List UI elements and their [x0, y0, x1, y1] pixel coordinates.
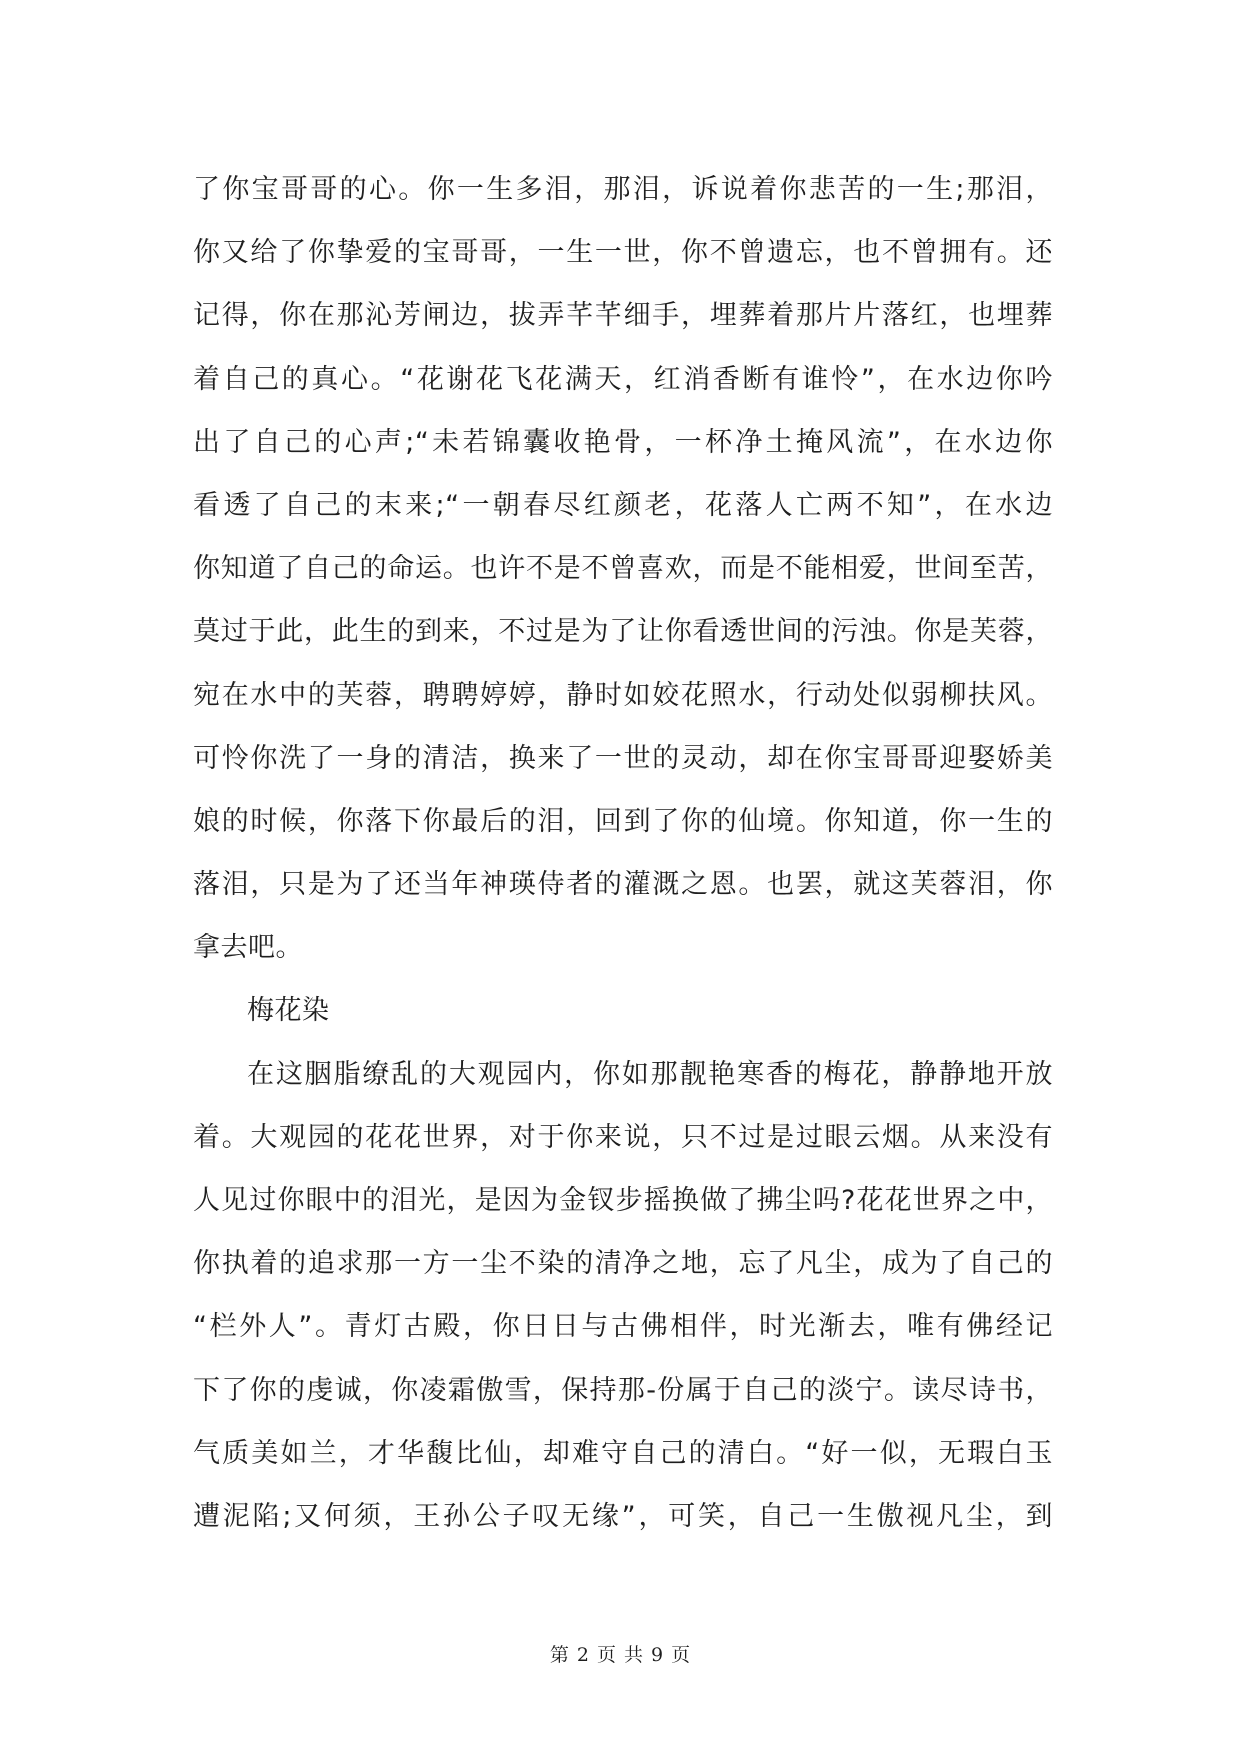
text-line: 莫过于此，此生的到来，不过是为了让你看透世间的污浊。你是芙蓉，: [193, 616, 1053, 648]
text-line: “栏外人”。青灯古殿，你日日与古佛相伴，时光渐去，唯有佛经记: [193, 1311, 1053, 1343]
text-line: 着。大观园的花花世界，对于你来说，只不过是过眼云烟。从来没有: [193, 1121, 1053, 1153]
text-line: 落泪，只是为了还当年神瑛侍者的灌溉之恩。也罢，就这芙蓉泪，你: [193, 869, 1053, 901]
text-line: 可怜你洗了一身的清洁，换来了一世的灵动，却在你宝哥哥迎娶娇美: [193, 742, 1053, 774]
text-line: 你知道了自己的命运。也许不是不曾喜欢，而是不能相爱，世间至苦，: [193, 553, 1053, 585]
text-line: 出了自己的心声;“未若锦囊收艳骨，一杯净土掩风流”，在水边你: [193, 426, 1053, 458]
text-line: 人见过你眼中的泪光，是因为金钗步摇换做了拂尘吗?花花世界之中，: [193, 1185, 1053, 1216]
text-line: 了你宝哥哥的心。你一生多泪，那泪，诉说着你悲苦的一生;那泪，: [193, 174, 1053, 205]
section-heading: 梅花染: [247, 995, 330, 1027]
text-line: 看透了自己的末来;“一朝春尽红颜老，花落人亡两不知”，在水边: [193, 489, 1053, 521]
text-line: 记得，你在那沁芳闸边，拔弄芊芊细手，埋葬着那片片落红，也埋葬: [193, 300, 1053, 332]
text-line: 着自己的真心。“花谢花飞花满天，红消香断有谁怜”，在水边你吟: [193, 363, 1053, 395]
text-line: 拿去吧。: [193, 932, 303, 964]
text-line: 宛在水中的芙蓉，聘聘婷婷，静时如姣花照水，行动处似弱柳扶风。: [193, 679, 1053, 711]
text-line: 在这胭脂缭乱的大观园内，你如那靓艳寒香的梅花，静静地开放: [247, 1058, 1053, 1090]
text-line: 你执着的追求那一方一尘不染的清净之地，忘了凡尘，成为了自己的: [193, 1248, 1053, 1280]
text-line: 你又给了你挚爱的宝哥哥，一生一世，你不曾遗忘，也不曾拥有。还: [193, 237, 1053, 269]
text-line: 遭泥陷;又何须，王孙公子叹无缘”，可笑，自己一生傲视凡尘，到: [193, 1500, 1053, 1532]
text-line: 下了你的虔诚，你凌霜傲雪，保持那-份属于自己的淡宁。读尽诗书，: [193, 1374, 1053, 1406]
text-line: 娘的时候，你落下你最后的泪，回到了你的仙境。你知道，你一生的: [193, 805, 1053, 837]
text-line: 气质美如兰，才华馥比仙，却难守自己的清白。“好一似，无瑕白玉: [193, 1437, 1053, 1469]
page-number-footer: 第 2 页 共 9 页: [549, 1644, 692, 1666]
body-text: [193, 158, 1053, 1548]
